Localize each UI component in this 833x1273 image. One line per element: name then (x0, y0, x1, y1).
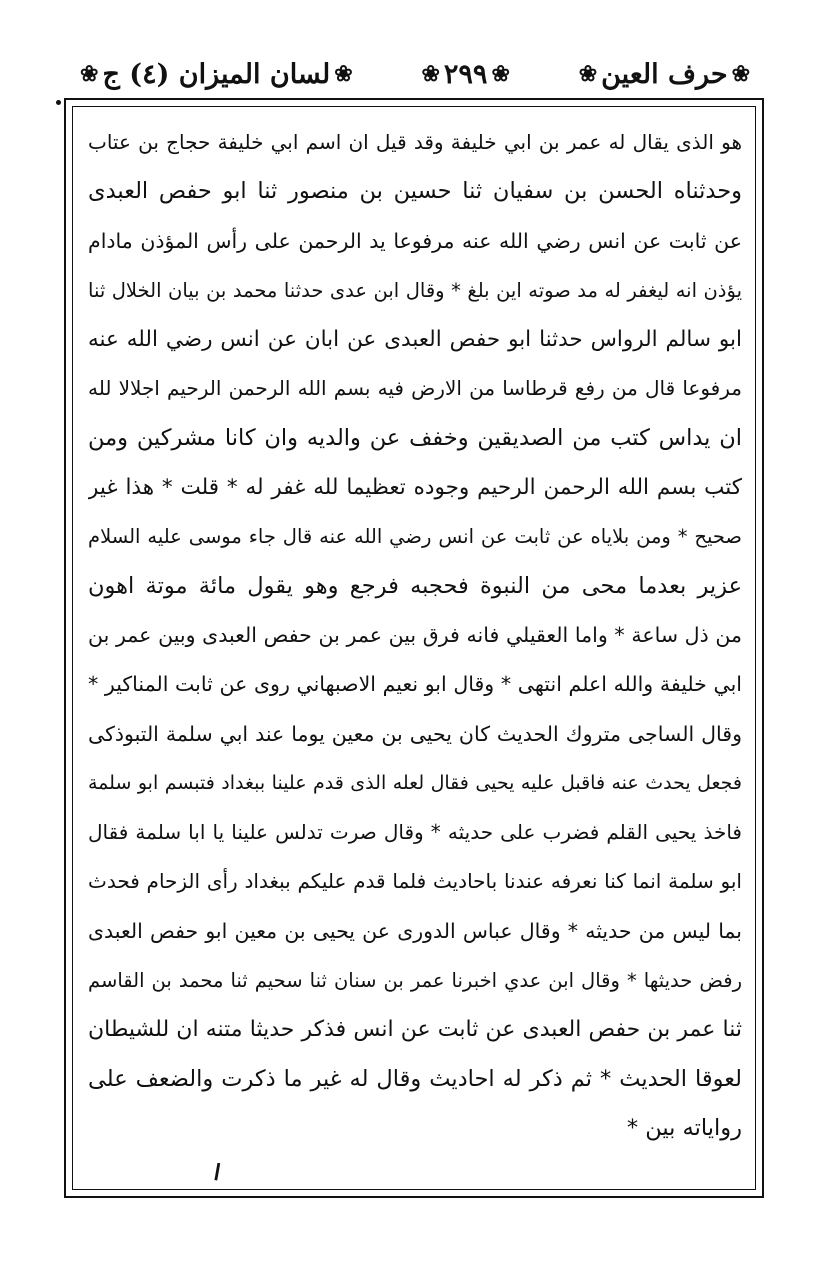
text-line: صحيح * ومن بلاياه عن ثابت عن انس رضي الله عنه قال جاء موسى عليه السلام (88, 525, 742, 549)
text-line: كتب بسم الله الرحمن الرحيم وجوده تعظيما لله غفر له * قلت * هذا غير (88, 475, 742, 501)
book-title: لسان الميزان (٤) ج (102, 58, 331, 90)
stray-ink-mark: ا (211, 1159, 223, 1187)
text-line: ثنا عمر بن حفص العبدى عن ثابت عن انس فذكر حديثا متنه ان للشيطان (88, 1017, 742, 1043)
text-line: ابو سلمة انما كنا نعرفه عندنا باحاديث فلما قدم عليكم ببغداد رأى الزحام فحدث (88, 869, 742, 894)
text-line: هو الذى يقال له عمر بن ابي خليفة وقد قيل ان اسم ابي خليفة حجاج بن عتاب (88, 130, 742, 154)
chapter-title: حرف العين (601, 58, 728, 90)
ornament-icon: ❀ (334, 61, 353, 87)
book-title-group (80, 59, 353, 90)
chapter-title-group (579, 59, 750, 90)
text-line: وقال الساجى متروك الحديث كان يحيى بن معين يوما عند ابي سلمة التبوذكى (88, 721, 742, 746)
text-line: فاخذ يحيى القلم فضرب على حديثه * وقال صرت تدلس علينا يا ابا سلمة فقال (88, 820, 742, 845)
page-number-group (421, 59, 509, 90)
text-line: لعوقا الحديث * ثم ذكر له احاديث وقال له غير ما ذكرت والضعف على (88, 1065, 742, 1092)
text-line: من ذل ساعة * واما العقيلي فانه فرق بين عمر بن حفص العبدى وبين عمر بن (88, 622, 742, 647)
text-line: فجعل يحدث عنه فاقبل عليه يحيى فقال لعله الذى قدم علينا ببغداد فتبسم ابو سلمة (88, 771, 742, 794)
ornament-icon: ❀ (80, 61, 99, 87)
text-line: مرفوعا قال من رفع قرطاسا من الارض فيه بسم الله الرحمن الرحيم اجلالا لله (88, 376, 742, 401)
text-line: ابو سالم الرواس حدثنا ابو حفص العبدى عن ابان عن انس رضي الله عنه (88, 327, 742, 353)
page-header (80, 52, 750, 96)
text-line: عزير بعدما محى من النبوة فحجبه فرجع وهو يقول مائة موتة اهون (88, 572, 742, 599)
page-number: ٢٩٩ (443, 58, 488, 90)
body-text (88, 118, 742, 1153)
ornament-icon: ❀ (578, 61, 598, 87)
ornament-icon: ❀ (421, 61, 440, 87)
text-line: وحدثناه الحسن بن سفيان ثنا حسين بن منصور ثنا ابو حفص العبدى (88, 178, 742, 205)
corner-dot (56, 100, 61, 105)
text-line: ان يداس كتب من الصديقين وخفف عن والديه وان كانا مشركين ومن (88, 424, 742, 451)
ornament-icon: ❀ (491, 61, 510, 87)
text-line: عن ثابت عن انس رضي الله عنه مرفوعا يد الرحمن على رأس المؤذن مادام (88, 228, 742, 253)
text-line: يؤذن انه ليغفر له مد صوته اين بلغ * وقال ابن عدى حدثنا محمد بن بيان الخلال ثنا (88, 278, 742, 302)
ornament-icon: ❀ (731, 61, 750, 87)
text-line: بما ليس من حديثه * وقال عباس الدورى عن يحيى بن معين ابو حفص العبدى (88, 918, 742, 943)
text-line: ابي خليفة والله اعلم انتهى * وقال ابو نعيم الاصبهاني روى عن ثابت المناكير * (88, 672, 742, 697)
text-line: رواياته بين * (626, 1114, 742, 1141)
text-line: رفض حديثها * وقال ابن عدي اخبرنا عمر بن سنان ثنا سحيم ثنا محمد بن القاسم (88, 969, 742, 993)
